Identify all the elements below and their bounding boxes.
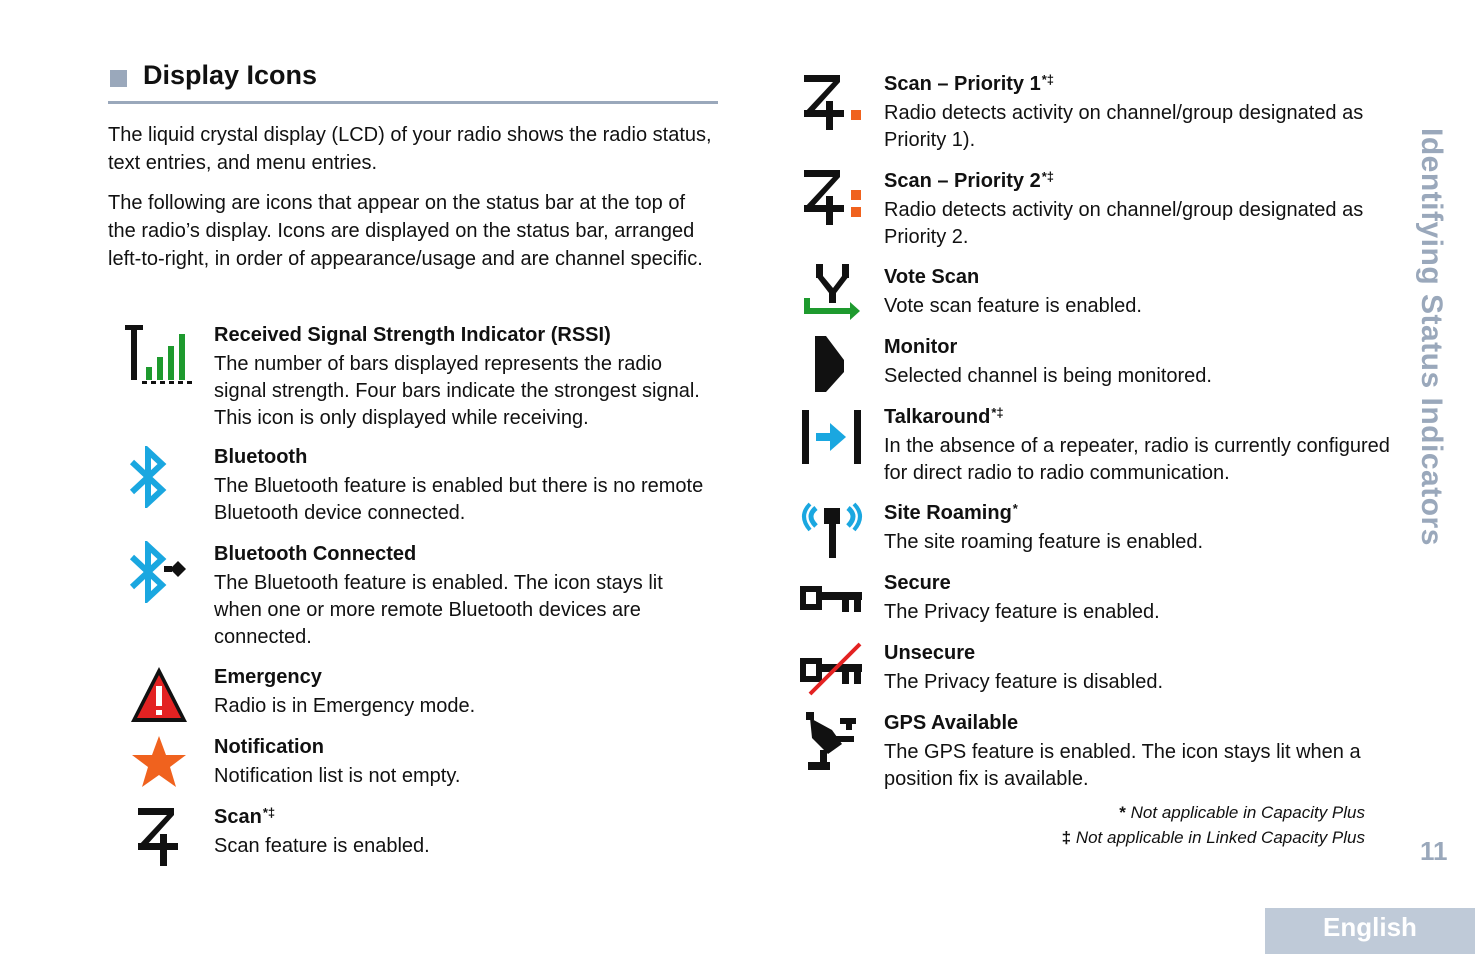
entry-title: Emergency xyxy=(214,666,322,688)
entry-title: Notification xyxy=(214,736,324,758)
talkaround-icon xyxy=(800,408,864,471)
entry-title: GPS Available xyxy=(884,712,1019,734)
entry-description: The Bluetooth feature is enabled. The icon stays lit when one or more remote Bluetooth devices are connected. xyxy=(214,572,663,648)
section-header xyxy=(108,60,718,104)
entry-title: Scan – Priority 1*‡ xyxy=(884,72,1055,95)
entry-title: Vote Scan xyxy=(884,266,980,288)
monitor-icon xyxy=(812,334,852,399)
entry-description: Vote scan feature is enabled. xyxy=(884,295,1142,317)
entry-description: Notification list is not empty. xyxy=(214,765,461,787)
chapter-side-title: Identifying Status Indicators xyxy=(1415,128,1448,546)
rssi-icon xyxy=(122,320,198,389)
entry-description: The number of bars displayed represents the radio signal strength. Four bars indicate the strongest signal. This icon is only displayed while receiving. xyxy=(214,353,700,429)
entry-description: The GPS feature is enabled. The icon stays lit when a position fix is available. xyxy=(884,741,1361,790)
entry-title: Scan*‡ xyxy=(214,805,276,828)
entry-description: The Bluetooth feature is enabled but there is no remote Bluetooth device connected. xyxy=(214,475,704,524)
intro-paragraph-1: The liquid crystal display (LCD) of your radio shows the radio status, text entries, and menu entries. xyxy=(108,124,712,174)
intro-paragraph-2: The following are icons that appear on the status bar at the top of the radio’s display. Icons are displayed on the status bar, arranged left-to-right, in order of appearance/usage and are channel specific. xyxy=(108,192,703,270)
entry-title: Monitor xyxy=(884,336,958,358)
scan-priority-1-icon xyxy=(800,73,864,138)
entry-title: Secure xyxy=(884,572,951,594)
unsecure-key-icon xyxy=(798,642,866,703)
entry-description: Radio is in Emergency mode. xyxy=(214,695,476,717)
entry-title: Talkaround*‡ xyxy=(884,405,1004,428)
footnote-dagger: ‡ Not applicable in Linked Capacity Plus xyxy=(1061,828,1365,847)
entry-description: Selected channel is being monitored. xyxy=(884,365,1212,387)
entry-title: Bluetooth Connected xyxy=(214,543,417,565)
scan-icon xyxy=(134,806,182,873)
section-title: Display Icons xyxy=(143,60,318,90)
bluetooth-connected-icon xyxy=(122,541,192,608)
entry-title: Received Signal Strength Indicator (RSSI) xyxy=(214,324,611,346)
entry-description: The Privacy feature is enabled. xyxy=(884,601,1160,623)
entry-description: Radio detects activity on channel/group designated as Priority 2. xyxy=(884,199,1364,248)
entry-description: In the absence of a repeater, radio is currently configured for direct radio to radio communication. xyxy=(884,435,1390,484)
footnotes xyxy=(1062,800,1365,850)
scan-priority-2-icon xyxy=(800,168,864,233)
site-roaming-icon xyxy=(800,502,864,567)
language-tab: English xyxy=(1265,908,1475,954)
entry-description: Scan feature is enabled. xyxy=(214,835,430,857)
notification-icon xyxy=(130,734,188,797)
entry-title: Site Roaming* xyxy=(884,501,1018,524)
secure-key-icon xyxy=(798,582,866,623)
entry-description: The Privacy feature is disabled. xyxy=(884,671,1164,693)
section-marker xyxy=(110,70,127,87)
gps-satellite-icon xyxy=(802,710,862,777)
entry-description: The site roaming feature is enabled. xyxy=(884,531,1204,553)
entry-title: Scan – Priority 2*‡ xyxy=(884,169,1055,192)
bluetooth-icon xyxy=(122,446,182,513)
entry-title: Unsecure xyxy=(884,642,976,664)
entry-title: Bluetooth xyxy=(214,446,308,468)
emergency-icon xyxy=(128,664,190,731)
footnote-star: * Not applicable in Capacity Plus xyxy=(1119,803,1365,822)
page-number: 11 xyxy=(1420,836,1448,866)
entry-description: Radio detects activity on channel/group designated as Priority 1). xyxy=(884,102,1364,151)
vote-scan-icon xyxy=(800,262,864,329)
